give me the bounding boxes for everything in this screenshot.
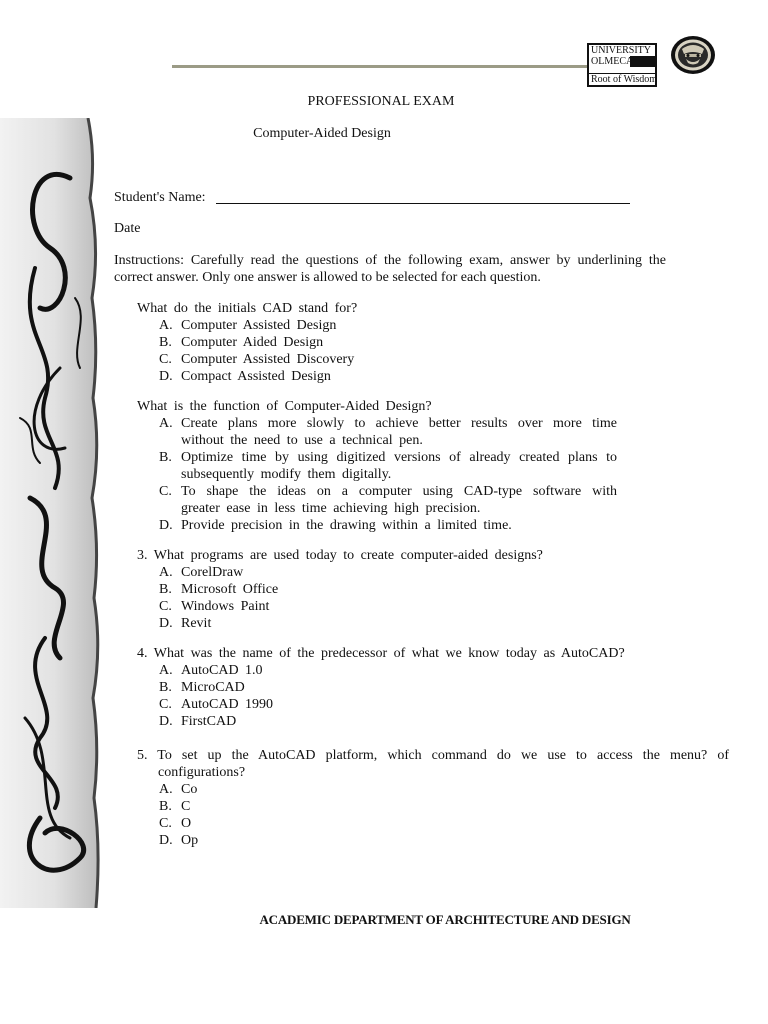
answer-option[interactable]: C. O [159, 816, 192, 831]
answer-option[interactable]: B. Microsoft Office [159, 582, 279, 597]
question-3 [137, 547, 543, 632]
answer-option[interactable]: A. Co [159, 782, 198, 797]
answer-option[interactable]: C. AutoCAD 1990 [159, 697, 274, 712]
answer-option[interactable]: A. AutoCAD 1.0 [159, 663, 263, 678]
answer-option[interactable]: C. Computer Assisted Discovery [159, 352, 355, 367]
answer-option[interactable]: D. Provide precision in the drawing within a limited time. [159, 518, 512, 533]
decorative-calligraphy-strip [0, 118, 110, 908]
answer-option[interactable]: D. Revit [159, 616, 212, 631]
answer-option[interactable]: B. Computer Aided Design [159, 335, 324, 350]
answer-option[interactable]: D. Compact Assisted Design [159, 369, 331, 384]
exam-title: PROFESSIONAL EXAM [307, 94, 455, 109]
question-text: 5. To set up the AutoCAD platform, which command do we use to access the menu? of configurations? [137, 748, 729, 780]
student-name-blank-line [216, 203, 630, 204]
answer-options [159, 415, 617, 534]
answer-option[interactable]: C. Windows Paint [159, 599, 270, 614]
logo-line-olmeca: OLMECA [589, 56, 655, 67]
question-text: 4. What was the name of the predecessor of what we know today as AutoCAD? [137, 646, 625, 661]
answer-option[interactable]: D. Op [159, 833, 199, 848]
logo-line-university: UNIVERSITY [591, 45, 651, 56]
answer-option[interactable]: C. To shape the ideas on a computer using CAD-type software with greater ease in less time achieving high precision. [159, 484, 617, 516]
answer-options [159, 662, 625, 730]
question-5 [137, 747, 729, 849]
question-2 [137, 398, 617, 534]
answer-option[interactable]: B. Optimize time by using digitized versions of already created plans to subsequently modify them digitally. [159, 450, 617, 482]
answer-options [159, 564, 543, 632]
question-text: 3. What programs are used today to create computer-aided designs? [137, 548, 543, 563]
olmec-seal-icon [670, 35, 716, 75]
university-logo [587, 43, 657, 87]
date-label: Date [114, 221, 141, 236]
exam-subject: Computer-Aided Design [253, 126, 391, 141]
footer-department: ACADEMIC DEPARTMENT OF ARCHITECTURE AND DESIGN [259, 912, 631, 927]
question-1 [137, 300, 357, 385]
question-text: What is the function of Computer-Aided Design? [137, 399, 432, 414]
answer-options [159, 317, 357, 385]
answer-option[interactable]: B. C [159, 799, 191, 814]
answer-option[interactable]: A. Create plans more slowly to achieve better results over more time without the need to use a technical pen. [159, 416, 617, 448]
question-text: What do the initials CAD stand for? [137, 301, 358, 316]
question-4 [137, 645, 625, 730]
logo-line-motto: Root of Wisdom [591, 74, 657, 85]
header-rule [172, 65, 588, 68]
answer-option[interactable]: B. MicroCAD [159, 680, 245, 695]
answer-option[interactable]: A. CorelDraw [159, 565, 244, 580]
answer-options [159, 781, 729, 849]
answer-option[interactable]: D. FirstCAD [159, 714, 237, 729]
answer-option[interactable]: A. Computer Assisted Design [159, 318, 337, 333]
instructions-text: Instructions: Carefully read the questions of the following exam, answer by underlining the correct answer. Only one answer is allowed to be selected for each question. [114, 253, 666, 285]
student-name-label: Student's Name: [114, 190, 206, 205]
